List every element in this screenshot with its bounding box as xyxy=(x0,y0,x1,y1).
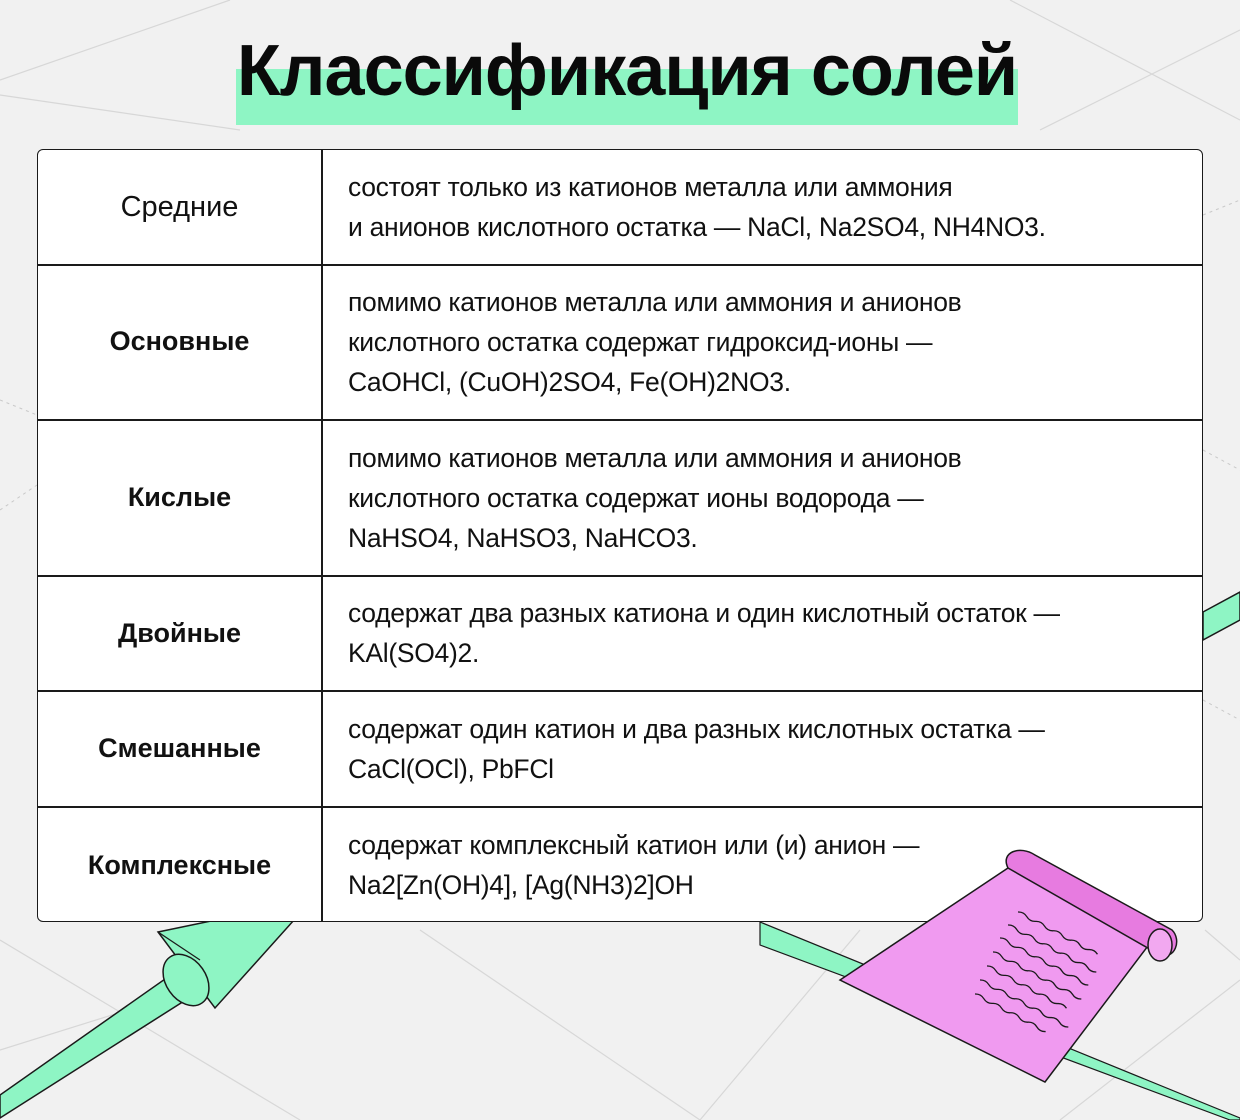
description-line: CaCl(OCl), PbFCl xyxy=(348,753,554,784)
description-line: NaHSO4, NaHSO3, NaHCO3. xyxy=(348,522,698,553)
description-line: KAl(SO4)2. xyxy=(348,638,480,668)
row-name: Смешанные xyxy=(38,691,323,806)
description-line: кислотного остатка содержат гидроксид-ионы — xyxy=(348,326,933,357)
description-line: помимо катионов металла или аммония и анионов xyxy=(348,286,962,317)
description-line: содержат один катион и два разных кислотных остатка — xyxy=(348,713,1045,744)
page-title: Классификация солей xyxy=(236,31,1018,111)
description-line: и анионов кислотного остатка — NaCl, Na2SO4, NH4NO3. xyxy=(348,212,1046,242)
description-line: кислотного остатка содержат ионы водорода — xyxy=(348,482,924,513)
description-line: CaOHCl, (CuOH)2SO4, Fe(OH)2NO3. xyxy=(348,366,791,397)
description-line: помимо катионов металла или аммония и анионов xyxy=(348,442,962,473)
row-name: Средние xyxy=(38,150,323,264)
description-line: Na2[Zn(OH)4], [Ag(NH3)2]OH xyxy=(348,870,694,900)
row-name: Комплексные xyxy=(38,807,323,922)
row-name: Кислые xyxy=(38,420,323,575)
description-line: состоят только из катионов металла или аммония xyxy=(348,172,953,202)
description-line: содержат два разных катиона и один кислотный остаток — xyxy=(348,598,1060,628)
row-name: Основные xyxy=(38,264,323,419)
row-name: Двойные xyxy=(38,576,323,690)
description-line: содержат комплексный катион или (и) анион — xyxy=(348,830,920,860)
